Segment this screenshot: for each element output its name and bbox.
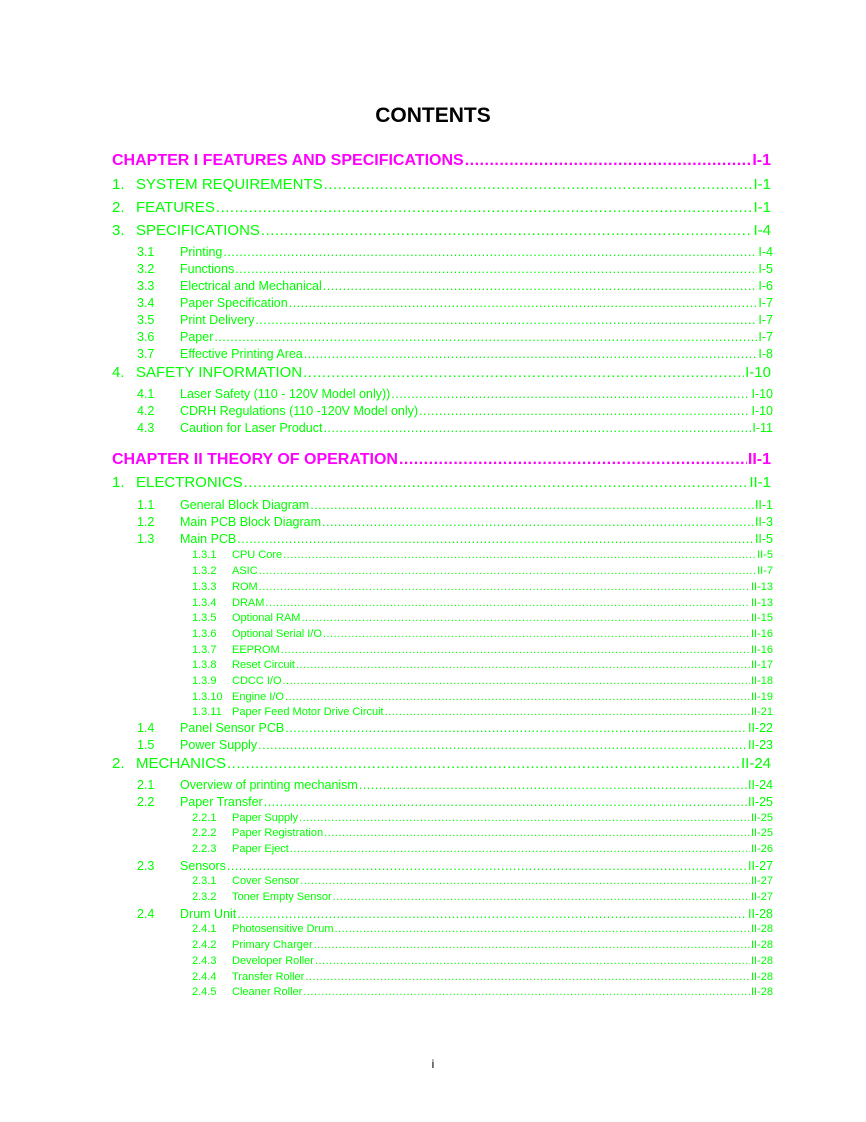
toc-page: II-23 [747, 738, 773, 752]
toc-page: II-27 [747, 859, 773, 873]
toc-page: II-24 [740, 755, 771, 772]
toc-num: 3.5 [137, 313, 155, 327]
dot-leader [315, 955, 750, 967]
toc-entry-1[interactable] [112, 474, 771, 491]
dot-leader [303, 364, 744, 381]
toc-label: Caution for Laser Product [180, 421, 323, 435]
toc-entry-1-3-2[interactable] [192, 565, 773, 577]
dot-leader [465, 152, 752, 170]
toc-num: 1.4 [137, 721, 155, 735]
toc-label: ELECTRONICS [136, 474, 243, 491]
toc-entry-4-3[interactable] [137, 421, 773, 435]
toc-page: I-8 [758, 347, 773, 361]
toc-entry-1-3-6[interactable] [192, 628, 773, 640]
toc-label: ROM [232, 581, 258, 593]
toc-page: II-25 [747, 795, 773, 809]
dot-leader [322, 515, 754, 529]
toc-num: 1.3.11 [192, 706, 222, 718]
toc-num: 1.3.7 [192, 644, 217, 656]
toc-num: 4.1 [137, 387, 155, 401]
toc-label: CDCC I/O [232, 675, 282, 687]
toc-num: 4. [112, 364, 125, 381]
toc-page: II-22 [747, 721, 773, 735]
toc-entry-3-1[interactable] [137, 245, 773, 259]
toc-num: 2.4.4 [192, 971, 217, 983]
toc-page: II-13 [750, 597, 773, 609]
toc-entry-2[interactable] [112, 199, 771, 216]
toc-page: II-28 [750, 939, 773, 951]
toc-page: II-16 [750, 644, 773, 656]
toc-label: Print Delivery [180, 313, 255, 327]
toc-num: 1.3.1 [192, 549, 217, 561]
toc-page: II-28 [750, 986, 773, 998]
dot-leader [333, 891, 750, 903]
dot-leader [323, 628, 750, 640]
dot-leader [255, 313, 757, 327]
dot-leader [323, 421, 751, 435]
dot-leader [399, 451, 747, 469]
dot-leader [419, 404, 750, 418]
toc-entry-2-4-4[interactable] [192, 971, 773, 983]
toc-entry-1-3-3[interactable] [192, 581, 773, 593]
toc-label: Main PCB Block Diagram [180, 515, 322, 529]
toc-label: Printing [180, 245, 223, 259]
toc-entry-1-3-11[interactable] [192, 706, 773, 718]
toc-entry-2-2-1[interactable] [192, 812, 773, 824]
toc-page: I-10 [745, 364, 771, 381]
toc-num: 1. [112, 474, 125, 491]
dot-leader [296, 659, 750, 671]
toc-num: 1.2 [137, 515, 155, 529]
dot-leader [285, 721, 747, 735]
toc-num: 1.3.10 [192, 691, 223, 703]
toc-num: 1.5 [137, 738, 155, 752]
toc-num: 3.3 [137, 279, 155, 293]
toc-page: I-1 [752, 152, 771, 169]
toc-page: II-5 [754, 532, 773, 546]
toc-page: II-24 [747, 778, 773, 792]
dot-leader [323, 279, 758, 293]
dot-leader [304, 347, 758, 361]
toc-page: II-25 [750, 812, 773, 824]
toc-page: II-19 [750, 691, 773, 703]
toc-label: SPECIFICATIONS [136, 222, 260, 239]
toc-label: Paper Specification [180, 296, 288, 310]
toc-entry-1-3-7[interactable] [192, 644, 773, 656]
toc-num: 2. [112, 199, 125, 216]
toc-label: Paper Eject [232, 843, 289, 855]
toc-num: 4.2 [137, 404, 155, 418]
toc-entry-3-4[interactable] [137, 296, 773, 310]
toc-label: Overview of printing mechanism [180, 778, 358, 792]
toc-num: 3.1 [137, 245, 155, 259]
dot-leader [237, 907, 747, 921]
toc-entry-1-3[interactable] [137, 532, 773, 546]
toc-label: SAFETY INFORMATION [136, 364, 303, 381]
toc-num: 2.3.1 [192, 875, 217, 887]
dot-leader [283, 675, 750, 687]
dot-leader [216, 199, 753, 216]
toc-page: I-10 [751, 404, 773, 418]
toc-num: 1.3.8 [192, 659, 217, 671]
toc-num: 1.3.6 [192, 628, 217, 640]
toc-label: EEPROM [232, 644, 280, 656]
toc-entry-2-2-3[interactable] [192, 843, 773, 855]
toc-num: 1. [112, 176, 125, 193]
dot-leader [289, 296, 758, 310]
toc-page: I-10 [751, 387, 773, 401]
toc-page: II-21 [750, 706, 773, 718]
dot-leader [290, 843, 750, 855]
toc-num: 2.4.2 [192, 939, 217, 951]
toc-entry-1-3-5[interactable] [192, 612, 773, 624]
dot-leader [265, 597, 750, 609]
toc-entry-1-2[interactable] [137, 515, 773, 529]
dot-leader [391, 387, 750, 401]
toc-entry-3-2[interactable] [137, 262, 773, 276]
toc-num: 2.4.1 [192, 923, 217, 935]
toc-num: 1.3.4 [192, 597, 217, 609]
toc-num: 3.2 [137, 262, 155, 276]
toc-entry-2-4-1[interactable] [192, 923, 773, 935]
toc-entry-1-4[interactable] [137, 721, 773, 735]
page-title: CONTENTS [375, 104, 491, 127]
toc-page: II-27 [750, 875, 773, 887]
dot-leader [237, 532, 754, 546]
toc-label: CDRH Regulations (110 -120V Model only) [180, 404, 419, 418]
toc-entry-2-3-2[interactable] [192, 891, 773, 903]
toc-num: 1.3.3 [192, 581, 217, 593]
dot-leader [285, 691, 750, 703]
toc-label: Main PCB [180, 532, 237, 546]
toc-entry-2[interactable] [112, 755, 771, 772]
toc-num: 2.2.3 [192, 843, 217, 855]
dot-leader [385, 706, 750, 718]
dot-leader [301, 612, 750, 624]
dot-leader [283, 549, 756, 561]
toc-label: Panel Sensor PCB [180, 721, 285, 735]
toc-label: CPU Core [232, 549, 283, 561]
toc-num: 2.4.5 [192, 986, 217, 998]
toc-num: 2.1 [137, 778, 155, 792]
dot-leader [259, 581, 750, 593]
dot-leader [281, 644, 750, 656]
toc-page: II-28 [750, 971, 773, 983]
toc-label: Transfer Roller [232, 971, 305, 983]
toc-label: Effective Printing Area [180, 347, 303, 361]
toc-page: II-25 [750, 827, 773, 839]
dot-leader [258, 738, 747, 752]
dot-leader [214, 330, 757, 344]
toc-page: II-1 [754, 498, 773, 512]
toc-label: Cover Sensor [232, 875, 300, 887]
toc-label: CHAPTER II THEORY OF OPERATION [112, 451, 398, 468]
toc-label: Power Supply [180, 738, 258, 752]
toc-label: SYSTEM REQUIREMENTS [136, 176, 323, 193]
dot-leader [305, 971, 750, 983]
toc-page: I-6 [758, 279, 773, 293]
toc-num: 2.2 [137, 795, 155, 809]
toc-label: Paper Supply [232, 812, 299, 824]
toc-entry-3[interactable] [112, 222, 771, 239]
toc-label: CHAPTER I FEATURES AND SPECIFICATIONS [112, 152, 464, 169]
toc-page: I-1 [753, 176, 771, 193]
page-number: i [431, 1057, 435, 1071]
toc-page: I-7 [758, 296, 773, 310]
toc-num: 2.3.2 [192, 891, 217, 903]
toc-entry-4[interactable] [112, 364, 771, 381]
toc-num: 2.3 [137, 859, 155, 873]
toc-label: Primary Charger [232, 939, 313, 951]
toc-num: 3.7 [137, 347, 155, 361]
toc-page: II-15 [750, 612, 773, 624]
dot-leader [235, 262, 757, 276]
toc-num: 1.3.9 [192, 675, 217, 687]
toc-entry-2-4[interactable] [137, 907, 773, 921]
toc-label: Developer Roller [232, 955, 314, 967]
toc-entry-4-2[interactable] [137, 404, 773, 418]
toc-entry-1-1[interactable] [137, 498, 773, 512]
toc-page: II-1 [747, 451, 771, 468]
toc-entry-2-2-2[interactable] [192, 827, 773, 839]
toc-label: Electrical and Mechanical [180, 279, 322, 293]
toc-entry-2-1[interactable] [137, 778, 773, 792]
toc-num: 3. [112, 222, 125, 239]
toc-label: DRAM [232, 597, 265, 609]
toc-num: 1.3.5 [192, 612, 217, 624]
toc-page: II-26 [750, 843, 773, 855]
toc-entry-1[interactable] [112, 176, 771, 193]
toc-page: II-3 [754, 515, 773, 529]
toc-label: Paper Transfer [180, 795, 263, 809]
toc-page: II-16 [750, 628, 773, 640]
dot-leader [300, 875, 750, 887]
dot-leader [335, 923, 750, 935]
toc-page: II-27 [750, 891, 773, 903]
toc-entry-4-1[interactable] [137, 387, 773, 401]
toc-entry-2-2[interactable] [137, 795, 773, 809]
toc-page: I-4 [753, 222, 771, 239]
toc-page: II-28 [750, 955, 773, 967]
toc-label: Optional RAM [232, 612, 301, 624]
dot-leader [264, 795, 747, 809]
toc-entry-2-3[interactable] [137, 859, 773, 873]
toc-entry-2-3-1[interactable] [192, 875, 773, 887]
toc-num: 2.4.3 [192, 955, 217, 967]
dot-leader [310, 498, 754, 512]
toc-label: Laser Safety (110 - 120V Model only)) [180, 387, 391, 401]
dot-leader [314, 939, 750, 951]
toc-label: Toner Empty Sensor [232, 891, 332, 903]
toc-entry-3-3[interactable] [137, 279, 773, 293]
toc-entry-1-3-1[interactable] [192, 549, 773, 561]
toc-entry-1-3-4[interactable] [192, 597, 773, 609]
toc-entry-3-6[interactable] [137, 330, 773, 344]
toc-page: II-28 [750, 923, 773, 935]
dot-leader [244, 474, 749, 491]
toc-entry-1-3-10[interactable] [192, 691, 773, 703]
toc-entry-2-4-2[interactable] [192, 939, 773, 951]
dot-leader [303, 986, 750, 998]
toc-entry-2-4-3[interactable] [192, 955, 773, 967]
dot-leader [227, 859, 747, 873]
toc-page: I-11 [752, 421, 773, 435]
toc-label: Functions [180, 262, 235, 276]
dot-leader [299, 812, 750, 824]
toc-entry-1-3-9[interactable] [192, 675, 773, 687]
toc-entry-1-3-8[interactable] [192, 659, 773, 671]
toc-label: Cleaner Roller [232, 986, 303, 998]
toc-page: I-1 [753, 199, 771, 216]
toc-page: II-13 [750, 581, 773, 593]
toc-label: Engine I/O [232, 691, 284, 703]
toc-entry-3-7[interactable] [137, 347, 773, 361]
toc-label: MECHANICS [136, 755, 227, 772]
toc-page: I-7 [758, 313, 773, 327]
toc-entry-3-5[interactable] [137, 313, 773, 327]
dot-leader [324, 176, 753, 193]
dot-leader [261, 222, 753, 239]
toc-page: II-1 [749, 474, 771, 491]
dot-leader [227, 755, 740, 772]
toc-page: II-28 [747, 907, 773, 921]
toc-page: II-5 [757, 549, 773, 561]
toc-label: Sensors [180, 859, 226, 873]
toc-num: 1.1 [137, 498, 155, 512]
toc-page: II-7 [757, 565, 773, 577]
dot-leader [223, 245, 757, 259]
toc-label: Drum Unit [180, 907, 237, 921]
toc-page: II-17 [750, 659, 773, 671]
toc-num: 4.3 [137, 421, 155, 435]
toc-label: Paper Feed Motor Drive Circuit [232, 706, 384, 718]
dot-leader [324, 827, 750, 839]
toc-num: 2.2.2 [192, 827, 217, 839]
toc-page: I-4 [758, 245, 773, 259]
toc-chapter-2[interactable] [112, 451, 771, 469]
dot-leader [359, 778, 747, 792]
toc-label: Photosensitive Drum [232, 923, 334, 935]
toc-num: 2.2.1 [192, 812, 217, 824]
toc-label: Paper Registration [232, 827, 324, 839]
toc-page: I-7 [758, 330, 773, 344]
dot-leader [259, 565, 756, 577]
toc-num: 1.3 [137, 532, 155, 546]
toc-entry-1-5[interactable] [137, 738, 773, 752]
toc-label: General Block Diagram [180, 498, 310, 512]
toc-num: 1.3.2 [192, 565, 217, 577]
toc-entry-2-4-5[interactable] [192, 986, 773, 998]
toc-chapter-1[interactable] [112, 152, 771, 170]
toc-num: 3.6 [137, 330, 155, 344]
toc-num: 2.4 [137, 907, 155, 921]
toc-num: 2. [112, 755, 125, 772]
toc-label: Paper [180, 330, 214, 344]
toc-label: Optional Serial I/O [232, 628, 322, 640]
toc-page: I-5 [758, 262, 773, 276]
toc-label: FEATURES [136, 199, 215, 216]
toc-label: ASIC [232, 565, 258, 577]
toc-num: 3.4 [137, 296, 155, 310]
toc-page: II-18 [750, 675, 773, 687]
toc-label: Reset Circuit [232, 659, 295, 671]
